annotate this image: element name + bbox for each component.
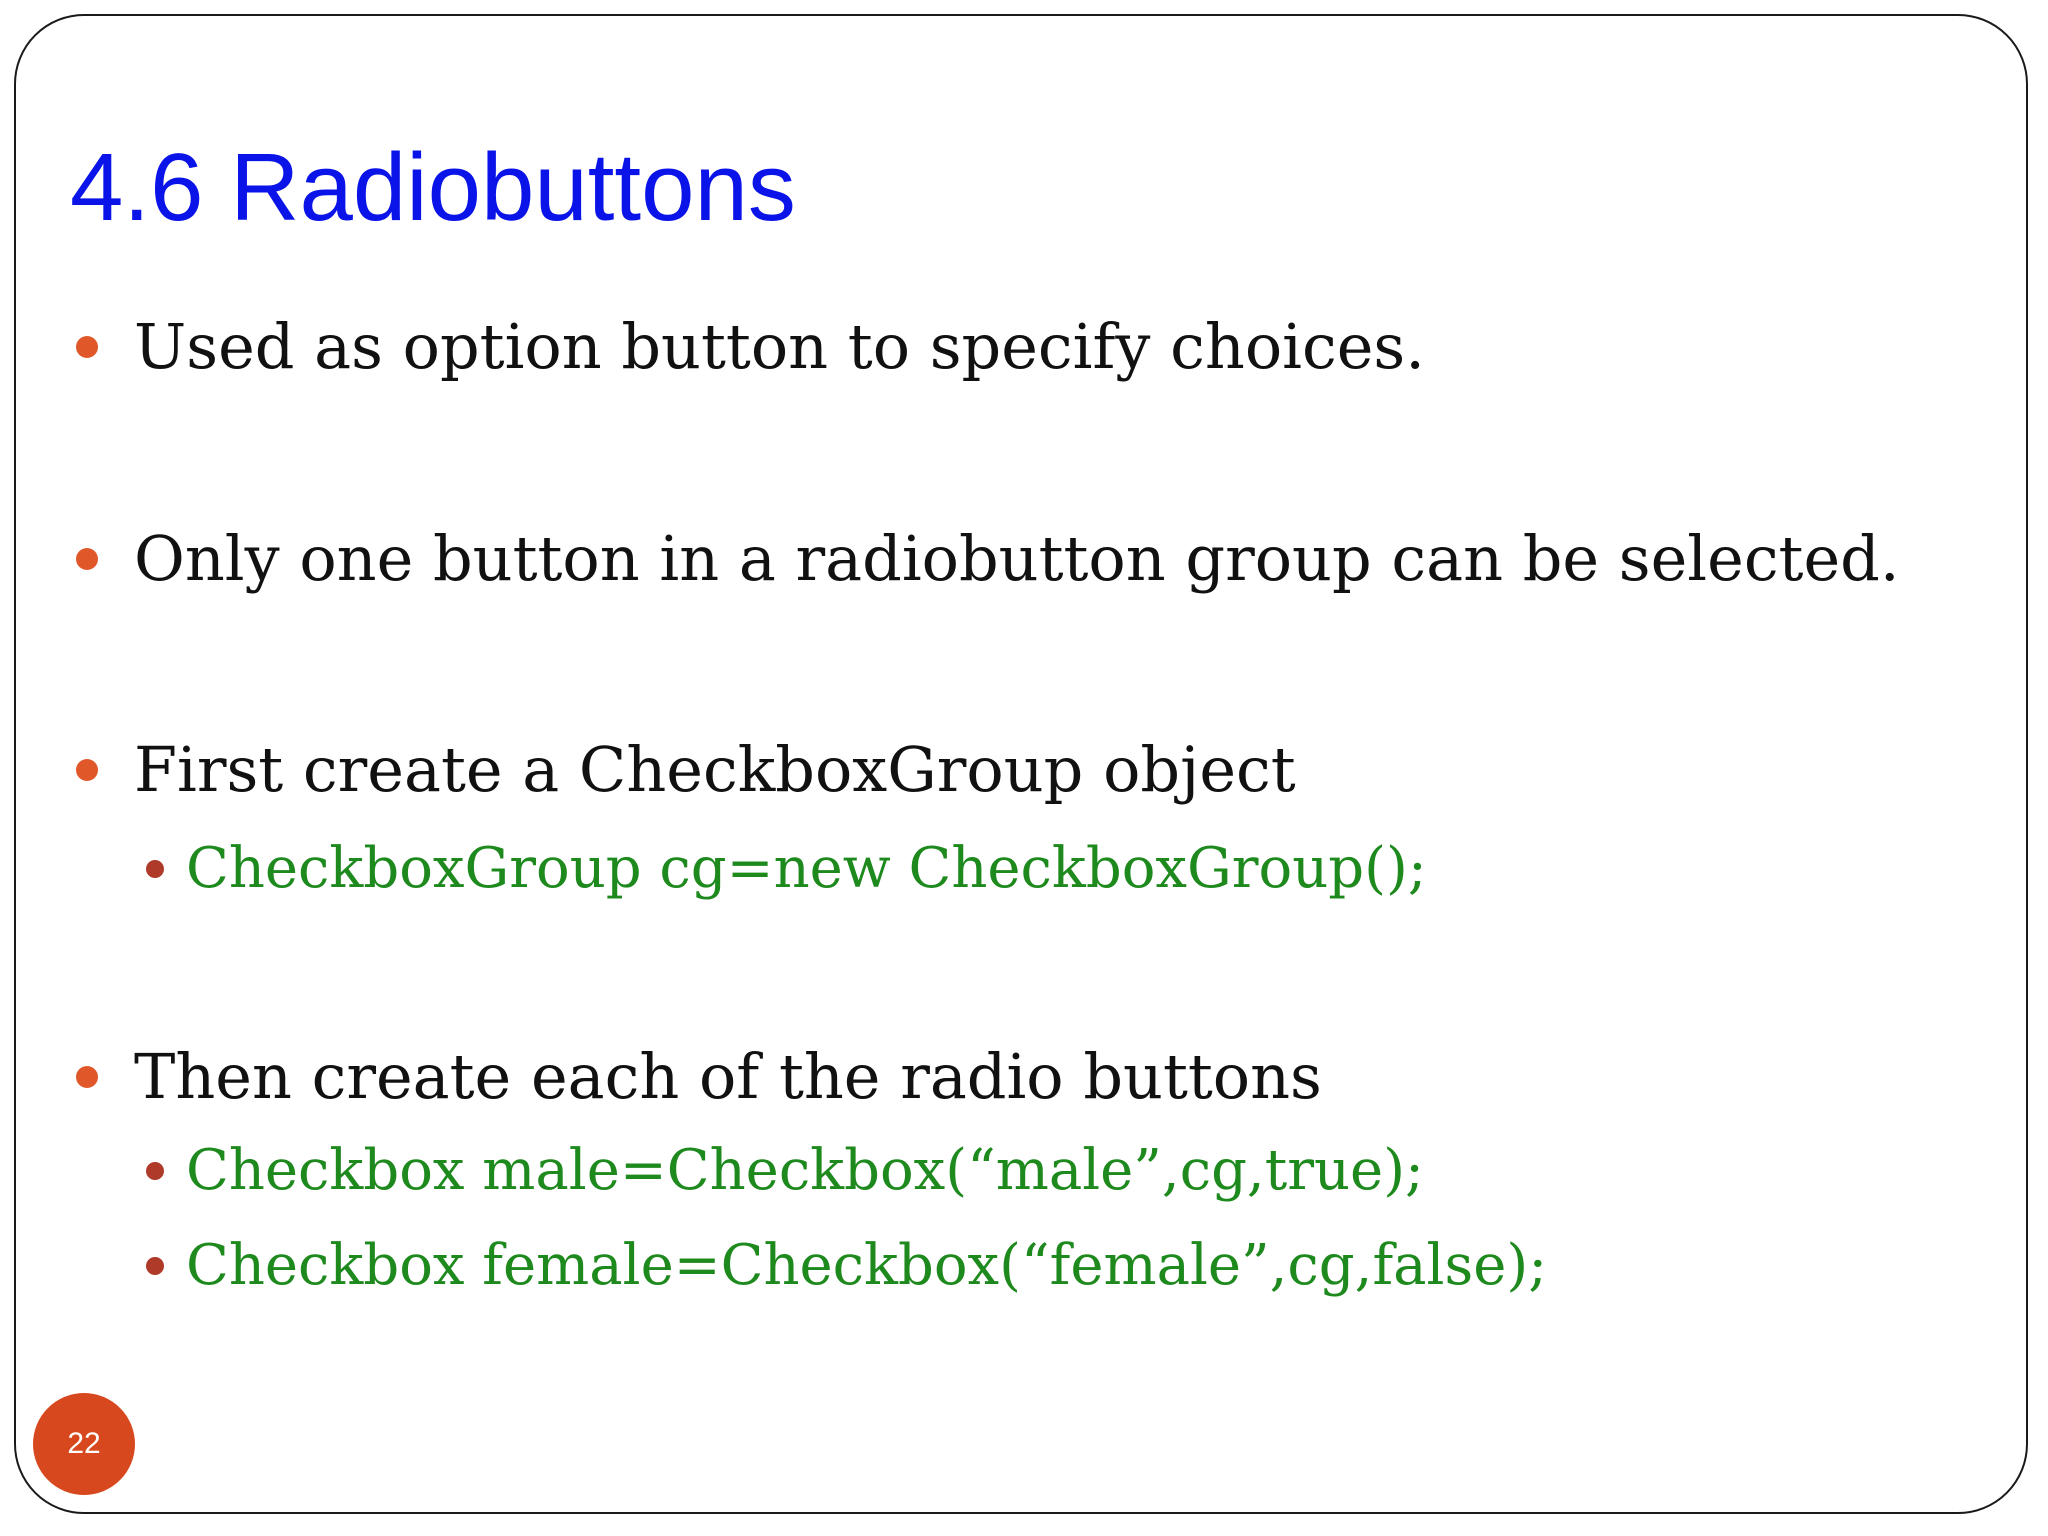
bullet-dot-icon <box>76 336 98 358</box>
sub-bullet-item <box>146 1233 1547 1298</box>
bullet-item <box>76 1040 1322 1113</box>
sub-bullet-item <box>146 836 1427 901</box>
bullet-item <box>76 310 1425 383</box>
bullet-item <box>76 733 1296 806</box>
bullet-text: Then create each of the radio buttons <box>134 1040 1322 1113</box>
bullet-dot-icon <box>76 548 98 570</box>
page-number: 22 <box>67 1427 101 1460</box>
code-line: Checkbox female=Checkbox(“female”,cg,false); <box>186 1233 1548 1298</box>
code-line: Checkbox male=Checkbox(“male”,cg,true); <box>186 1138 1424 1203</box>
bullet-text: Used as option button to specify choices. <box>134 310 1425 383</box>
sub-bullet-item <box>146 1138 1424 1203</box>
page-number-badge <box>33 1393 135 1495</box>
bullet-dot-icon <box>76 1066 98 1088</box>
bullet-text: Only one button in a radiobutton group can be selected. <box>134 522 1900 595</box>
sub-bullet-dot-icon <box>146 1162 164 1180</box>
slide-title: 4.6 Radiobuttons <box>70 134 796 241</box>
sub-bullet-dot-icon <box>146 1257 164 1275</box>
bullet-text: First create a CheckboxGroup object <box>134 733 1296 806</box>
sub-bullet-dot-icon <box>146 860 164 878</box>
code-line: CheckboxGroup cg=new CheckboxGroup(); <box>186 836 1427 901</box>
bullet-item <box>76 522 1900 595</box>
bullet-dot-icon <box>76 759 98 781</box>
